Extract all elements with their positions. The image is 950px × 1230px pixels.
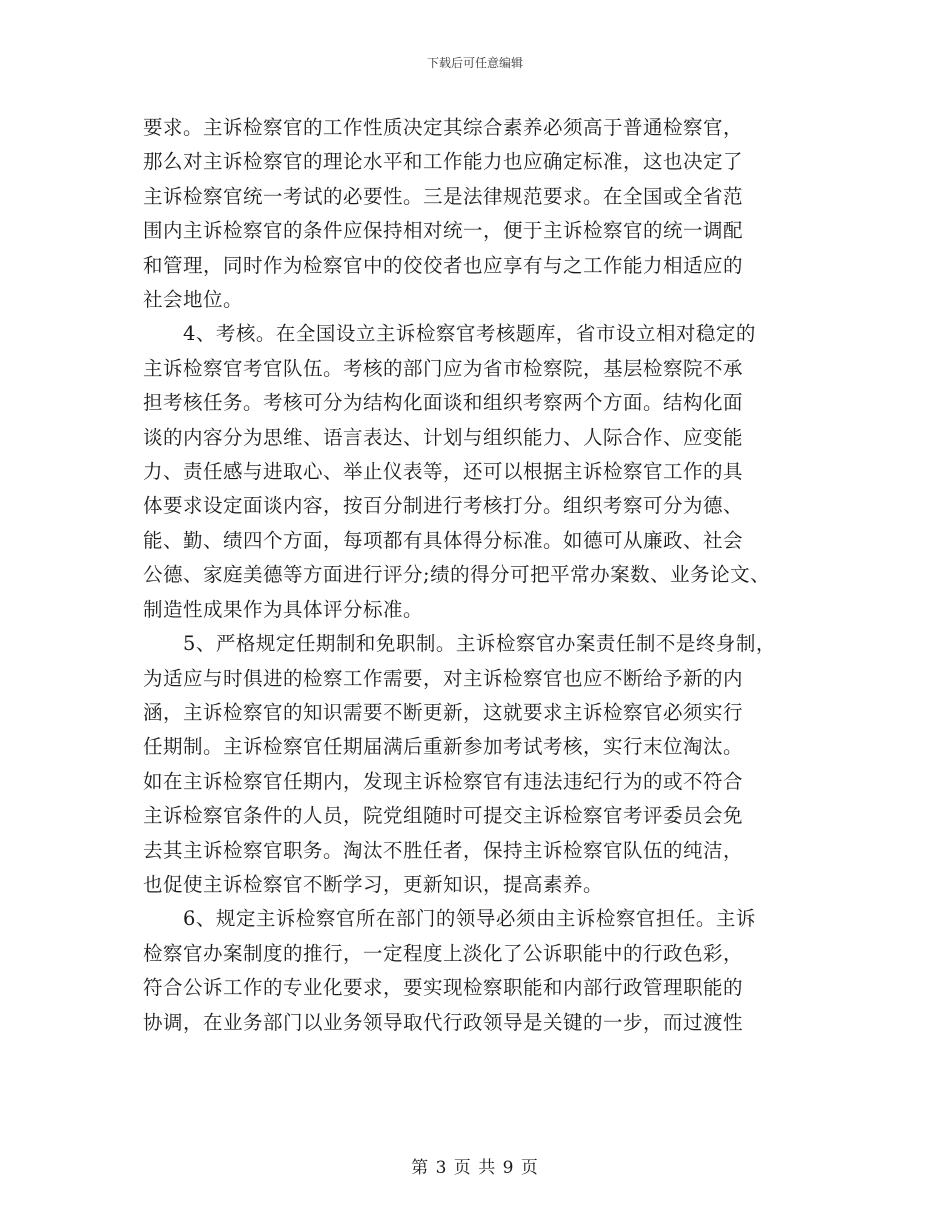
text-line: 符合公诉工作的专业化要求，要实现检察职能和内部行政管理职能的 (143, 976, 744, 1000)
text-line: 主诉检察官条件的人员，院党组随时可提交主诉检察官考评委员会免 (143, 804, 744, 828)
text-line: 力、责任感与进取心、举止仪表等，还可以根据主诉检察官工作的具 (143, 460, 744, 484)
text-line: 任期制。主诉检察官任期届满后重新参加考试考核，实行末位淘汰。 (143, 735, 744, 759)
text-line: 去其主诉检察官职务。淘汰不胜任者，保持主诉检察官队伍的纯洁， (143, 838, 744, 862)
paragraph (143, 627, 815, 902)
text-line: 体要求设定面谈内容，按百分制进行考核打分。组织考察可分为德、 (143, 494, 744, 518)
text-line: 能、勤、绩四个方面，每项都有具体得分标准。如德可从廉政、社会 (143, 528, 744, 552)
paragraph (143, 317, 815, 627)
text-line: 为适应与时俱进的检察工作需要，对主诉检察官也应不断给予新的内 (143, 666, 744, 690)
text-line: 谈的内容分为思维、语言表达、计划与组织能力、人际合作、应变能 (143, 425, 744, 449)
paragraph (143, 902, 815, 1040)
text-line: 涵，主诉检察官的知识需要不断更新，这就要求主诉检察官必须实行 (143, 700, 744, 724)
text-line: 那么对主诉检察官的理论水平和工作能力也应确定标准，这也决定了 (143, 150, 744, 174)
text-line: 协调，在业务部门以业务领导取代行政领导是关键的一步，而过渡性 (143, 1010, 744, 1034)
document-body (143, 111, 815, 1040)
text-line: 担考核任务。考核可分为结构化面谈和组织考察两个方面。结构化面 (143, 391, 744, 415)
paragraph (143, 111, 815, 317)
text-line: 6、规定主诉检察官所在部门的领导必须由主诉检察官担任。主诉 (143, 907, 756, 931)
text-line: 如在主诉检察官任期内，发现主诉检察官有违法违纪行为的或不符合 (143, 769, 744, 793)
text-line: 社会地位。 (143, 288, 244, 312)
text-line: 主诉检察官考官队伍。考核的部门应为省市检察院，基层检察院不承 (143, 356, 744, 380)
text-line: 制造性成果作为具体评分标准。 (143, 597, 424, 621)
text-line: 4、考核。在全国设立主诉检察官考核题库，省市设立相对稳定的 (143, 322, 756, 346)
text-line: 围内主诉检察官的条件应保持相对统一，便于主诉检察官的统一调配 (143, 219, 744, 243)
text-line: 检察官办案制度的推行，一定程度上淡化了公诉职能中的行政色彩， (143, 941, 744, 965)
page-header: 下载后可任意编辑 (426, 56, 523, 70)
page-number: 第 3 页 共 9 页 (411, 1158, 539, 1178)
text-line: 要求。主诉检察官的工作性质决定其综合素养必须高于普通检察官， (143, 116, 744, 139)
text-line: 5、严格规定任期制和免职制。主诉检察官办案责任制不是终身制， (143, 632, 776, 656)
text-line: 主诉检察官统一考试的必要性。三是法律规范要求。在全国或全省范 (143, 184, 744, 208)
text-line: 和管理，同时作为检察官中的佼佼者也应享有与之工作能力相适应的 (143, 253, 744, 277)
text-line: 也促使主诉检察官不断学习，更新知识，提高素养。 (143, 872, 604, 896)
text-line: 公德、家庭美德等方面进行评分;绩的得分可把平常办案数、业务论文、 (143, 563, 771, 587)
